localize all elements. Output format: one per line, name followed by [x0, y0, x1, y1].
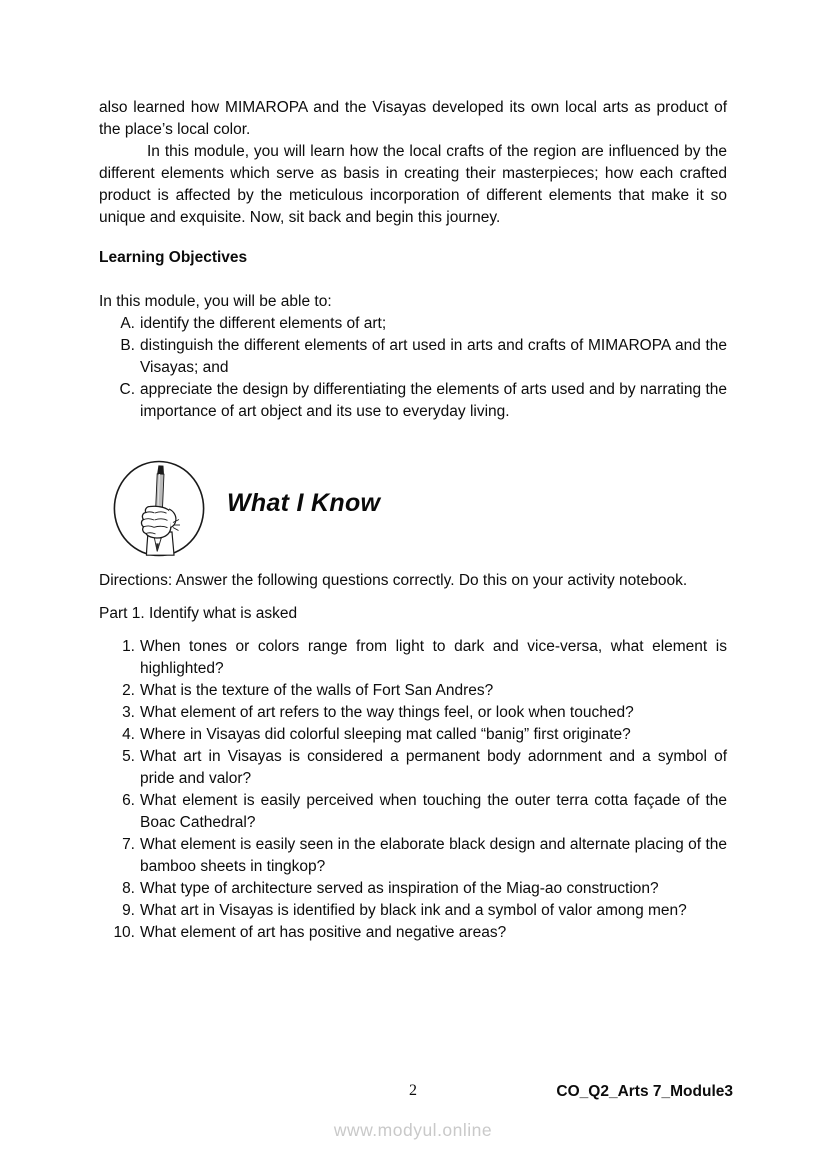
question-text: Where in Visayas did colorful sleeping mat called “banig” first originate?: [140, 726, 631, 743]
what-i-know-section-header: [99, 460, 727, 557]
part-1-label: Part 1. Identify what is asked: [99, 605, 298, 622]
question-number: 9.: [122, 902, 135, 919]
question-number: 3.: [122, 704, 135, 721]
question-number: 10.: [113, 924, 135, 941]
objective-label: B.: [120, 337, 135, 354]
question-text: What type of architecture served as inspiration of the Miag-ao construction?: [140, 880, 659, 897]
question-item: [99, 878, 727, 900]
page-content: [99, 0, 727, 944]
question-text: What art in Visayas is considered a permanent body adornment and a symbol of pride and valor?: [140, 748, 727, 787]
directions-text: Directions: Answer the following questions correctly. Do this on your activity notebook.: [99, 572, 688, 589]
question-number: 2.: [122, 682, 135, 699]
question-number: 6.: [122, 792, 135, 809]
question-item: [99, 680, 727, 702]
question-item: [99, 746, 727, 790]
what-i-know-heading: What I Know: [227, 489, 381, 517]
objective-label: C.: [119, 381, 135, 398]
objective-text: appreciate the design by differentiating the elements of arts used and by narrating the importance of art object and its use to everyday living.: [140, 381, 727, 420]
objective-item: [99, 313, 727, 335]
watermark-text: www.modyul.online: [333, 1120, 493, 1140]
question-number: 1.: [122, 638, 135, 655]
question-item: [99, 900, 727, 922]
learning-objectives-heading: Learning Objectives: [99, 249, 248, 266]
question-text: What element of art refers to the way things feel, or look when touched?: [140, 704, 634, 721]
question-text: What element of art has positive and negative areas?: [140, 924, 507, 941]
objective-label: A.: [120, 315, 135, 332]
question-item: [99, 636, 727, 680]
question-item: [99, 922, 727, 944]
question-number: 7.: [122, 836, 135, 853]
objective-item: [99, 379, 727, 423]
question-number: 4.: [122, 726, 135, 743]
question-item: [99, 724, 727, 746]
question-item: [99, 702, 727, 724]
intro-paragraph-1: also learned how MIMAROPA and the Visayas developed its own local arts as product of the place’s local color.: [99, 99, 727, 138]
question-text: What is the texture of the walls of Fort San Andres?: [140, 682, 494, 699]
question-text: What art in Visayas is identified by black ink and a symbol of valor among men?: [140, 902, 687, 919]
question-text: When tones or colors range from light to dark and vice-versa, what element is highlighted?: [140, 638, 727, 677]
question-number: 8.: [122, 880, 135, 897]
question-number: 5.: [122, 748, 135, 765]
question-item: [99, 790, 727, 834]
objective-text: distinguish the different elements of art used in arts and crafts of MIMAROPA and the Visayas; and: [140, 337, 727, 376]
hand-writing-pencil-icon: [113, 460, 205, 557]
questions-list: [99, 636, 727, 944]
module-code: CO_Q2_Arts 7_Module3: [556, 1083, 733, 1100]
page-number: 2: [409, 1082, 417, 1099]
question-item: [99, 834, 727, 878]
objective-item: [99, 335, 727, 379]
objective-text: identify the different elements of art;: [140, 315, 387, 332]
intro-paragraph-2: In this module, you will learn how the local crafts of the region are influenced by the different elements which serve as basis in creating their masterpieces; how each crafted product is affected by the meticulous incorporation of different elements that make it so unique and exquisite. Now, sit back and begin this journey.: [99, 143, 727, 226]
objectives-lead: In this module, you will be able to:: [99, 293, 332, 310]
question-text: What element is easily seen in the elaborate black design and alternate placing of the bamboo sheets in tingkop?: [140, 836, 727, 875]
question-text: What element is easily perceived when touching the outer terra cotta façade of the Boac Cathedral?: [140, 792, 727, 831]
objectives-list: [99, 313, 727, 423]
